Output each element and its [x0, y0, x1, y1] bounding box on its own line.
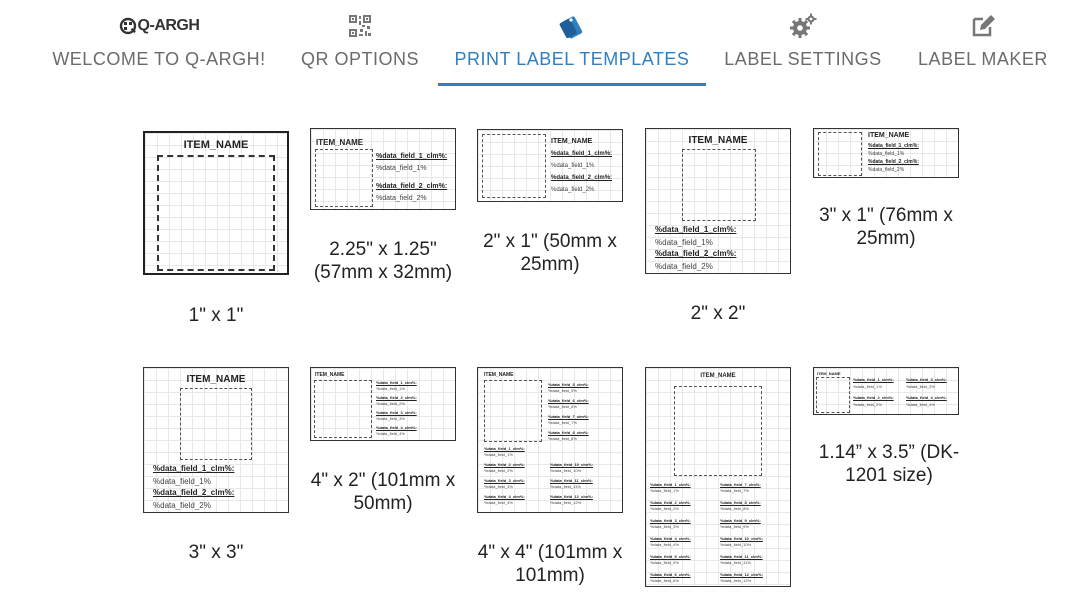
field-header: %data_field_12_clm%: — [720, 572, 763, 577]
logo-icon — [40, 12, 278, 40]
field-header: %data_field_2_clm%: — [655, 249, 737, 258]
field-value: %data_field_10% — [550, 468, 582, 473]
tab-welcome-label: WELCOME TO Q-ARGH! — [52, 49, 266, 69]
field-header: %data_field_4_clm%: — [376, 425, 417, 430]
tab-qr-options[interactable] — [292, 0, 428, 88]
item-name: ITEM_NAME — [817, 371, 841, 376]
item-name: ITEM_NAME — [868, 132, 910, 139]
field-header: %data_field_7_clm%: — [720, 482, 761, 487]
tab-qr-options-label: QR OPTIONS — [300, 49, 419, 69]
item-name: ITEM_NAME — [315, 372, 345, 378]
field-value: %data_field_3% — [906, 384, 935, 389]
field-header: %data_field_1_clm%: — [655, 225, 737, 234]
label-preview — [310, 128, 456, 210]
field-value: %data_field_1% — [650, 488, 679, 493]
field-value: %data_field_4% — [484, 500, 513, 505]
field-value: %data_field_12% — [720, 578, 752, 583]
field-header: %data_field_1_clm%: — [650, 482, 691, 487]
field-header: %data_field_6_clm%: — [548, 398, 589, 403]
qr-placeholder — [818, 132, 862, 176]
field-header: %data_field_2_clm%: — [551, 175, 613, 181]
field-value: %data_field_3% — [376, 416, 405, 421]
field-value: %data_field_5% — [548, 388, 577, 393]
field-header: %data_field_3_clm%: — [376, 410, 417, 415]
field-header: %data_field_12_clm%: — [550, 494, 593, 499]
field-value: %data_field_2% — [376, 401, 405, 406]
qr-placeholder — [482, 134, 546, 198]
template-caption: 2" x 2" — [690, 303, 746, 324]
qr-placeholder — [816, 377, 850, 413]
field-header: %data_field_6_clm%: — [650, 572, 691, 577]
qr-placeholder — [157, 155, 275, 271]
field-value: %data_field_2% — [655, 262, 713, 271]
tab-label-maker[interactable] — [910, 0, 1056, 88]
logo-text: Q-ARGH — [137, 17, 200, 34]
field-header: %data_field_7_clm%: — [548, 414, 589, 419]
qr-placeholder — [674, 386, 762, 476]
field-header: %data_field_8_clm%: — [720, 500, 761, 505]
field-value: %data_field_3% — [650, 524, 679, 529]
field-header: %data_field_3_clm%: — [906, 377, 947, 382]
field-value: %data_field_4% — [650, 542, 679, 547]
field-value: %data_field_7% — [720, 488, 749, 493]
field-header: %data_field_1_clm%: — [484, 446, 525, 451]
template-caption: 4" x 4" (101mm x 101mm) — [477, 542, 623, 586]
field-header: %data_field_11_clm%: — [550, 478, 593, 483]
field-value: %data_field_2% — [484, 468, 513, 473]
field-value: %data_field_5% — [650, 560, 679, 565]
label-preview — [813, 367, 959, 415]
tab-label-settings[interactable] — [718, 0, 888, 88]
field-header: %data_field_3_clm%: — [484, 478, 525, 483]
field-value: %data_field_7% — [548, 420, 577, 425]
field-value: %data_field_1% — [153, 477, 211, 486]
label-preview — [477, 367, 623, 513]
item-name: ITEM_NAME — [551, 138, 593, 145]
qr-placeholder — [484, 380, 542, 442]
field-value: %data_field_6% — [548, 404, 577, 409]
template-caption: 3" x 1" (76mm x 25mm) — [819, 205, 953, 249]
field-value: %data_field_1% — [376, 165, 427, 172]
field-header: %data_field_4_clm%: — [906, 395, 947, 400]
field-value: %data_field_6% — [650, 578, 679, 583]
template-caption: 2" x 1" (50mm x 25mm) — [483, 231, 617, 275]
field-header: %data_field_2_clm%: — [376, 395, 417, 400]
label-preview — [143, 367, 289, 513]
field-value: %data_field_1% — [868, 151, 905, 157]
template-caption: 1.14” x 3.5” (DK-1201 size) — [818, 442, 960, 486]
field-header: %data_field_5_clm%: — [548, 382, 589, 387]
field-header: %data_field_8_clm%: — [548, 430, 589, 435]
label-preview — [645, 367, 791, 587]
field-header: %data_field_2_clm%: — [376, 183, 448, 190]
field-header: %data_field_5_clm%: — [650, 554, 691, 559]
tab-welcome[interactable] — [40, 0, 278, 88]
field-header: %data_field_2_clm%: — [484, 462, 525, 467]
field-value: %data_field_2% — [868, 167, 905, 173]
qr-placeholder — [314, 380, 372, 438]
field-header: %data_field_2_clm%: — [868, 159, 919, 165]
field-header: %data_field_2_clm%: — [153, 488, 235, 497]
item-name: ITEM_NAME — [484, 372, 514, 378]
field-value: %data_field_1% — [655, 238, 713, 247]
tab-label-maker-label: LABEL MAKER — [918, 49, 1048, 69]
label-tag-icon — [438, 12, 706, 40]
field-value: %data_field_2% — [853, 402, 882, 407]
field-value: %data_field_1% — [376, 386, 405, 391]
template-caption: 3" x 3" — [188, 542, 244, 563]
item-name: ITEM_NAME — [700, 373, 736, 379]
field-value: %data_field_4% — [906, 402, 935, 407]
field-header: %data_field_1_clm%: — [376, 380, 417, 385]
field-value: %data_field_12% — [550, 500, 582, 505]
tab-print-label-templates[interactable] — [438, 0, 706, 88]
field-header: %data_field_3_clm%: — [650, 518, 691, 523]
item-name: ITEM_NAME — [316, 138, 364, 147]
top-nav — [0, 0, 1092, 90]
tab-label-settings-label: LABEL SETTINGS — [724, 49, 882, 69]
field-value: %data_field_11% — [550, 484, 581, 489]
field-value: %data_field_2% — [650, 506, 679, 511]
qr-placeholder — [682, 149, 756, 221]
qr-placeholder — [315, 149, 373, 207]
field-header: %data_field_9_clm%: — [720, 518, 761, 523]
field-header: %data_field_4_clm%: — [650, 536, 691, 541]
label-preview — [477, 129, 623, 202]
label-preview — [143, 131, 289, 275]
template-caption: 2.25" x 1.25" (57mm x 32mm) — [313, 239, 453, 283]
field-header: %data_field_2_clm%: — [650, 500, 691, 505]
field-value: %data_field_9% — [720, 524, 749, 529]
field-value: %data_field_2% — [551, 187, 595, 193]
field-header: %data_field_1_clm%: — [376, 153, 448, 160]
field-header: %data_field_4_clm%: — [484, 494, 525, 499]
label-preview — [310, 367, 456, 441]
tab-print-label-templates-label: PRINT LABEL TEMPLATES — [454, 49, 690, 69]
item-name: ITEM_NAME — [688, 135, 748, 146]
field-header: %data_field_2_clm%: — [853, 395, 894, 400]
field-value: %data_field_8% — [548, 436, 577, 441]
label-preview — [813, 128, 959, 178]
gears-icon — [718, 12, 888, 40]
qr-placeholder — [180, 388, 252, 460]
field-header: %data_field_1_clm%: — [153, 464, 235, 473]
field-header: %data_field_1_clm%: — [853, 377, 894, 382]
field-header: %data_field_1_clm%: — [868, 143, 919, 149]
field-value: %data_field_1% — [484, 452, 513, 457]
field-value: %data_field_1% — [551, 163, 595, 169]
field-value: %data_field_4% — [376, 431, 405, 436]
field-value: %data_field_1% — [853, 384, 882, 389]
template-caption: 4" x 2" (101mm x 50mm) — [310, 470, 456, 514]
item-name: ITEM_NAME — [186, 374, 246, 385]
pencil-edit-icon — [910, 12, 1056, 40]
field-value: %data_field_8% — [720, 506, 749, 511]
qr-code-icon — [292, 12, 428, 40]
field-value: %data_field_11% — [720, 560, 751, 565]
field-value: %data_field_2% — [376, 195, 427, 202]
template-caption: 1" x 1" — [188, 305, 244, 326]
item-name: ITEM_NAME — [183, 139, 249, 151]
field-value: %data_field_3% — [484, 484, 513, 489]
field-header: %data_field_10_clm%: — [550, 462, 593, 467]
field-header: %data_field_1_clm%: — [551, 151, 613, 157]
label-preview — [645, 128, 791, 274]
field-value: %data_field_10% — [720, 542, 752, 547]
field-value: %data_field_2% — [153, 501, 211, 510]
active-tab-indicator — [438, 83, 706, 86]
field-header: %data_field_11_clm%: — [720, 554, 763, 559]
field-header: %data_field_10_clm%: — [720, 536, 763, 541]
